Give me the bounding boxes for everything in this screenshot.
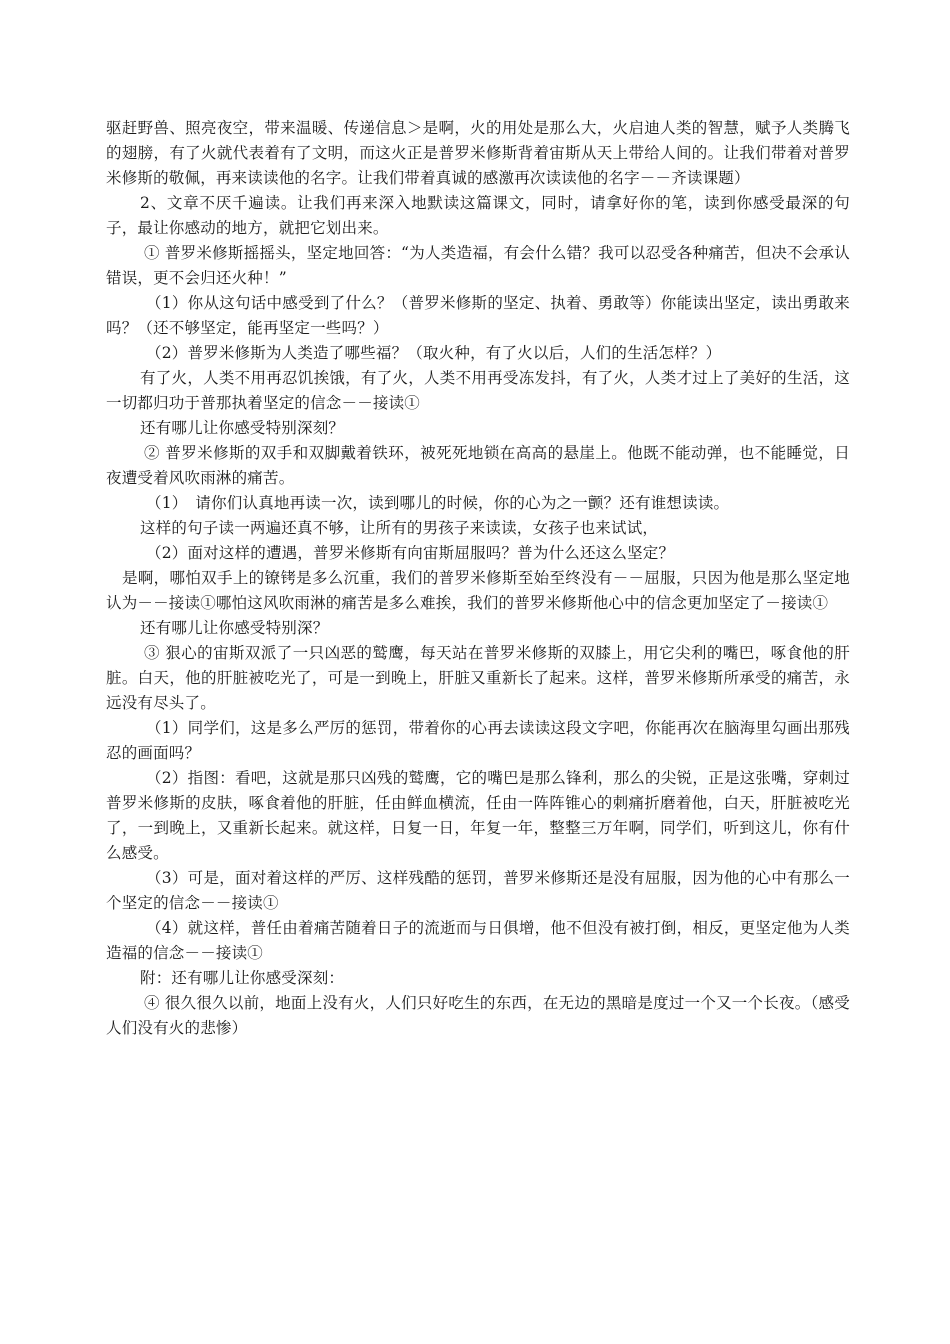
paragraph: （2）普罗米修斯为人类造了哪些福？（取火种，有了火以后，人们的生活怎样？） bbox=[146, 344, 722, 362]
paragraph: 还有哪儿让你感受特别深？ bbox=[140, 619, 329, 637]
paragraph: 驱赶野兽、照亮夜空，带来温暖、传递信息＞是啊，火的用处是那么大，火启迪人类的智慧，赋予人类腾飞的翅膀，有了火就代表着有了文明，而这火正是普罗米修斯背着宙斯从天上带给人间的。让我们带着对普罗米修斯的敬佩，再来读读他的名字。让我们带着真诚的感激再次读读他的名字－－齐读课题） bbox=[106, 119, 850, 187]
paragraph: （3）可是，面对着这样的严厉、这样残酷的惩罚，普罗米修斯还是没有屈服，因为他的心中有那么一个坚定的信念－－接读① bbox=[106, 869, 850, 912]
paragraph: （1）同学们，这是多么严厉的惩罚，带着你的心再去读读这段文字吧，你能再次在脑海里勾画出那残忍的画面吗？ bbox=[106, 719, 850, 762]
paragraph: （2）面对这样的遭遇，普罗米修斯有向宙斯屈服吗？普为什么还这么坚定？ bbox=[146, 544, 675, 562]
document-body bbox=[106, 116, 850, 1041]
paragraph: ② 普罗米修斯的双手和双脚戴着铁环，被死死地锁在高高的悬崖上。他既不能动弹，也不能睡觉，日夜遭受着风吹雨淋的痛苦。 bbox=[106, 444, 850, 487]
paragraph: （1）你从这句话中感受到了什么？（普罗米修斯的坚定、执着、勇敢等）你能读出坚定，读出勇敢来吗？（还不够坚定，能再坚定一些吗？） bbox=[106, 294, 850, 337]
paragraph: 2、文章不厌千遍读。让我们再来深入地默读这篇课文，同时，请拿好你的笔，读到你感受最深的句子，最让你感动的地方，就把它划出来。 bbox=[106, 194, 850, 237]
paragraph: 附：还有哪儿让你感受深刻： bbox=[140, 969, 345, 987]
paragraph: （4）就这样，普任由着痛苦随着日子的流逝而与日俱增，他不但没有被打倒，相反，更坚定他为人类造福的信念－－接读① bbox=[106, 919, 850, 962]
paragraph: 有了火，人类不用再忍饥挨饿，有了火，人类不用再受冻发抖，有了火，人类才过上了美好的生活，这一切都归功于普那执着坚定的信念－－接读① bbox=[106, 369, 850, 412]
paragraph: （2）指图：看吧，这就是那只凶残的鹫鹰，它的嘴巴是那么锋利，那么的尖锐，正是这张嘴，穿刺过普罗米修斯的皮肤，啄食着他的肝脏，任由鲜血横流，任由一阵阵锥心的刺痛折磨着他，白天，肝脏被吃光了，一到晚上，又重新长起来。就这样，日复一日，年复一年，整整三万年啊，同学们，听到这儿，你有什么感受。 bbox=[106, 769, 850, 862]
paragraph: 这样的句子读一两遍还真不够，让所有的男孩子来读读，女孩子也来试试， bbox=[140, 519, 659, 537]
paragraph: ④ 很久很久以前，地面上没有火，人们只好吃生的东西，在无边的黑暗是度过一个又一个长夜。（感受人们没有火的悲惨） bbox=[106, 994, 850, 1037]
paragraph: ① 普罗米修斯摇摇头，坚定地回答：“为人类造福，有会什么错？我可以忍受各种痛苦，但决不会承认错误，更不会归还火种！” bbox=[106, 244, 850, 287]
paragraph: （1） 请你们认真地再读一次，读到哪儿的时候，你的心为之一颤？还有谁想读读。 bbox=[146, 494, 730, 512]
paragraph: ③ 狠心的宙斯双派了一只凶恶的鹫鹰，每天站在普罗米修斯的双膝上，用它尖利的嘴巴，啄食他的肝脏。白天，他的肝脏被吃光了，可是一到晚上，肝脏又重新长了起来。这样，普罗米修斯所承受的痛苦，永远没有尽头了。 bbox=[106, 644, 850, 712]
paragraph: 还有哪儿让你感受特别深刻？ bbox=[140, 419, 345, 437]
paragraph: 是啊，哪怕双手上的镣铐是多么沉重，我们的普罗米修斯至始至终没有－－屈服，只因为他是那么坚定地认为－－接读①哪怕这风吹雨淋的痛苦是多么难挨，我们的普罗米修斯他心中的信念更加坚定了－接读① bbox=[106, 569, 850, 612]
